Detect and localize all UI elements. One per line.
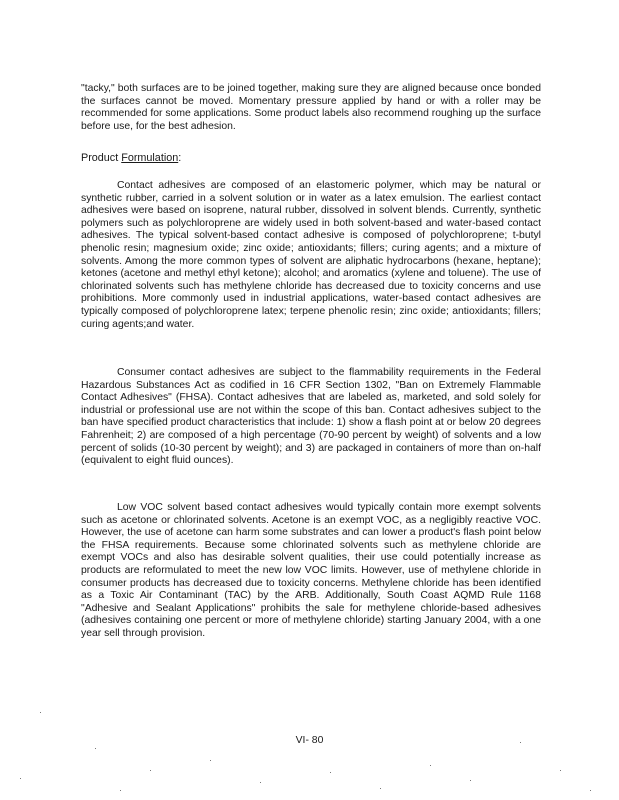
body-paragraph-low-voc: Low VOC solvent based contact adhesives would typically contain more exempt solvents such as acetone or chlorinated solvents. Acetone is an exempt VOC, as a negligibly reactive VOC. However, the use of acetone can harm some substrates and can lower a product's flash point below the FHSA requirements. Because some chlorinated solvents such as methylene chloride are exempt VOCs and also has desirable solvent qualities, their use could potentially increase as products are reformulated to meet the new low VOC limits. However, use of methylene chloride in consumer products has decreased due to toxicity concerns. Methylene chloride has been identified as a Toxic Air Contaminant (TAC) by the ARB. Additionally, South Coast AQMD Rule 1168 "Adhesive and Sealant Applications" prohibits the sale for methylene chloride-based adhesives (adhesives containing one percent or more of methylene chloride) starting January 2004, with a one year sell through provision.	[81, 502, 541, 639]
section-heading	[81, 152, 181, 164]
section-heading-suffix: :	[178, 152, 182, 164]
page-number: VI- 80	[295, 735, 324, 746]
intro-paragraph: "tacky," both surfaces are to be joined together, making sure they are aligned because once bonded the surfaces cannot be moved. Momentary pressure applied by hand or with a roller may be recommended for some applications. Some product labels also recommend roughing up the surface before use, for the best adhesion.	[81, 83, 541, 132]
body-paragraph-flammability: Consumer contact adhesives are subject to the flammability requirements in the Federal Hazardous Substances Act as codified in 16 CFR Section 1302, "Ban on Extremely Flammable Contact Adhesives" (FHSA). Contact adhesives that are labeled as, marketed, and sold solely for industrial or professional use are not within the scope of this ban. Contact adhesives subject to the ban have specified product characteristics that include: 1) show a flash point at or below 20 degrees Fahrenheit; 2) are composed of a high percentage (70-90 percent by weight) of solvents and a low percent of solids (10-30 percent by weight); and 3) are packaged in containers of more than on-half (equivalent to eight fluid ounces).	[81, 367, 541, 467]
body-paragraph-composition: Contact adhesives are composed of an elastomeric polymer, which may be natural or synthetic rubber, carried in a solvent solution or in water as a latex emulsion. The earliest contact adhesives were based on isoprene, natural rubber, dissolved in solvent blends. Currently, synthetic polymers such as polychloroprene are widely used in both solvent-based and water-based contact adhesives. The typical solvent-based contact adhesive is composed of polychloroprene; t-butyl phenolic resin; magnesium oxide; zinc oxide; antioxidants; fillers; curing agents; and a mixture of solvents. Among the more common types of solvent are aliphatic hydrocarbons (hexane, heptane); ketones (acetone and methyl ethyl ketone); alcohol; and aromatics (xylene and toluene). The use of chlorinated solvents such has methylene chloride has decreased due to toxicity concerns and use prohibitions. More commonly used in industrial applications, water-based contact adhesives are typically composed of polychloroprene latex; terpene phenolic resin; zinc oxide; antioxidants; fillers; curing agents;and water.	[81, 180, 541, 330]
section-heading-underlined: Formulation	[121, 152, 179, 164]
section-heading-prefix: Product	[81, 152, 119, 164]
